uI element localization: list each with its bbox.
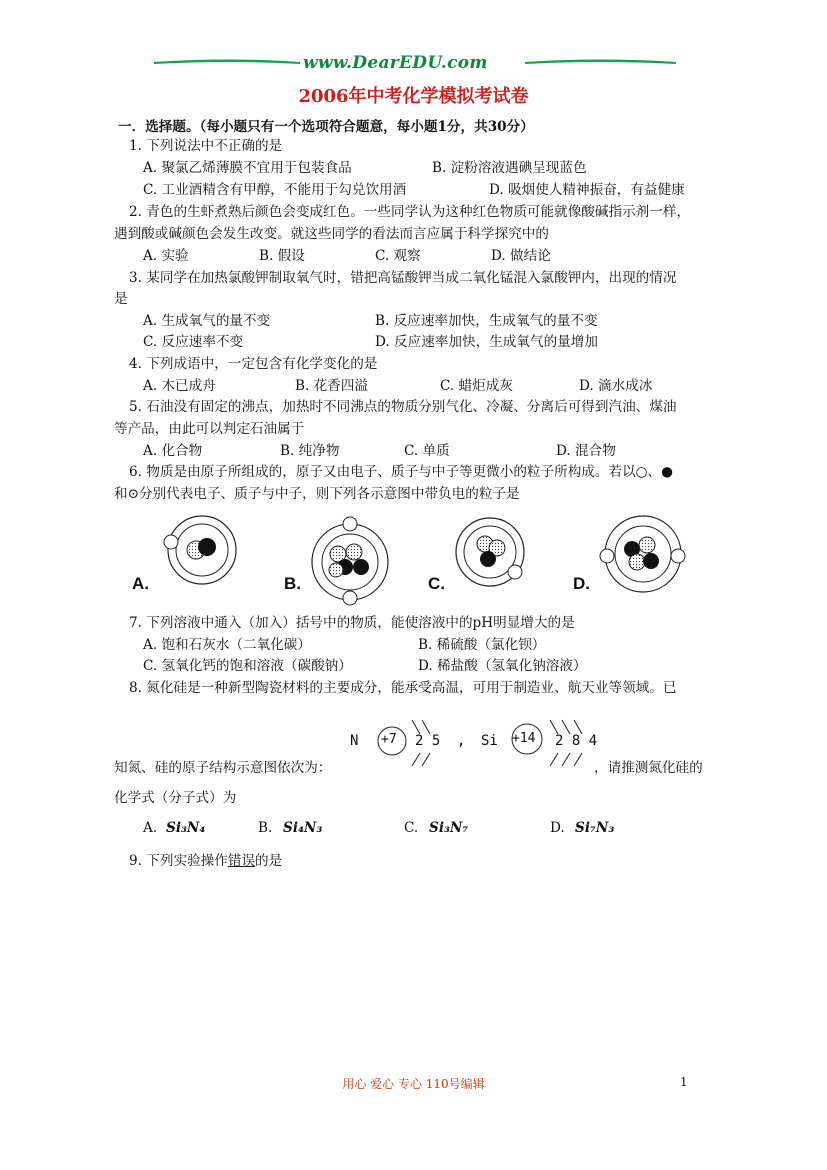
q2-option-a: A. 实验 [143,248,189,264]
q2-option-c: C. 观察 [375,248,421,264]
q7-option-c: C. 氢氧化钙的饱和溶液（碳酸钠） [143,658,352,674]
page-number: 1 [680,1075,688,1089]
question-3-stem: 3. 某同学在加热氯酸钾制取氧气时，错把高锰酸钾当成二氧化锰混入氯酸钾内，出现的情况 [129,270,677,286]
q8-option-b-formula: Si₄N₃ [283,820,323,836]
atom-c-icon [456,518,524,586]
q5-option-c: C. 单质 [404,443,450,459]
question-9-stem [129,852,282,870]
question-1-stem: 1. 下列说法中不正确的是 [129,138,283,154]
q8-option-d-label: D. [550,820,565,836]
question-3-stem-cont: 是 [114,291,128,307]
q3-option-a: A. 生成氧气的量不变 [143,313,271,329]
q8-option-a-formula: Si₃N₄ [166,820,206,836]
question-5-stem: 5. 石油没有固定的沸点，加热时不同沸点的物质分别气化、冷凝、分离后可得到汽油、煤油 [129,399,677,415]
n-shells: 2 5 [415,733,441,749]
q3-option-b: B. 反应速率加快，生成氧气的量不变 [375,313,598,329]
site-url: www.DearEDU.com [303,53,488,73]
q5-option-b: B. 纯净物 [280,443,340,459]
q3-option-c: C. 反应速率不变 [143,334,244,350]
atom-a-label: A. [132,574,149,593]
q4-option-a: A. 木已成舟 [143,378,216,394]
q7-option-d: D. 稀盐酸（氢氧化钠溶液） [418,658,587,674]
q8-option-d-formula: Si₇N₃ [575,820,615,836]
atom-d-icon [600,516,685,592]
q1-option-a: A. 聚氯乙烯薄膜不宜用于包装食品 [143,160,352,176]
q9-stem-post: 的是 [255,853,283,869]
q5-option-a: A. 化合物 [143,443,203,459]
q1-option-b: B. 淀粉溶液遇碘呈现蓝色 [432,160,587,176]
si-symbol: Si [481,733,498,749]
q8-option-a-label: A. [143,820,158,836]
atom-a-icon [164,516,236,584]
n-nucleus: +7 [381,732,397,747]
q4-option-c: C. 蜡炬成灰 [440,378,513,394]
question-8-stem-cont2: ，请推测氮化硅的 [594,760,703,776]
question-5-stem-cont: 等产品，由此可以判定石油属于 [114,421,305,437]
q9-stem-pre: 9. 下列实验操作 [129,853,228,869]
comma: , [457,733,466,749]
question-7-stem: 7. 下列溶液中通入（加入）括号中的物质，能使溶液中的pH明显增大的是 [129,615,575,631]
footer-text: 用心 爱心 专心 110号编辑 [342,1077,485,1091]
q1-option-c: C. 工业酒精含有甲醇，不能用于勾兑饮用酒 [143,182,407,198]
q2-option-b: B. 假设 [259,248,305,264]
q5-option-d: D. 混合物 [556,443,616,459]
atom-b-icon [312,517,388,605]
question-8-stem-cont: 知氮、硅的原子结构示意图依次为： [114,760,332,776]
atom-c-label: C. [428,574,445,593]
page-title: 2006年中考化学模拟考试卷 [298,86,529,107]
question-4-stem: 4. 下列成语中，一定包含有化学变化的是 [129,356,378,372]
si-shells: 2 8 4 [555,733,598,749]
q7-option-b: B. 稀硫酸（氯化钡） [418,637,546,653]
question-6-stem-cont: 和⊙分别代表电子、质子与中子，则下列各示意图中带负电的粒子是 [114,486,520,502]
atom-diagrams [125,512,705,606]
q9-stem-underline: 错误 [227,853,256,869]
atom-b-label: B. [284,574,301,593]
q8-option-c-label: C. [404,820,419,836]
q1-option-d: D. 吸烟使人精神振奋，有益健康 [489,182,685,198]
q3-option-d: D. 反应速率加快，生成氧气的量增加 [375,334,598,350]
question-6-stem: 6. 物质是由原子所组成的，原子又由电子、质子与中子等更微小的粒子所构成。若以○、● [129,464,673,480]
q2-option-d: D. 做结论 [491,248,551,264]
section-heading: 一．选择题。（每小题只有一个选项符合题意，每小题1分，共30分） [118,119,534,135]
q8-option-c-formula: Si₃N₇ [429,820,469,836]
question-8-stem: 8. 氮化硅是一种新型陶瓷材料的主要成分，能承受高温，可用于制造业、航天业等领域。已 [129,680,677,696]
question-2-stem: 2. 青色的生虾煮熟后颜色会变成红色。一些同学认为这种红色物质可能就像酸碱指示剂一样， [129,204,691,220]
q8-option-b-label: B. [258,820,273,836]
n-symbol: N [350,733,359,749]
q4-option-d: D. 滴水成冰 [579,378,653,394]
atom-d-label: D. [573,574,590,593]
q4-option-b: B. 花香四溢 [295,378,369,394]
question-2-stem-cont: 遇到酸或碱颜色会发生改变。就这些同学的看法而言应属于科学探究中的 [114,226,549,242]
q7-option-a: A. 饱和石灰水（二氧化碳） [143,637,311,653]
si-nucleus: +14 [512,731,536,746]
question-8-stem-cont3: 化学式（分子式）为 [114,790,237,806]
